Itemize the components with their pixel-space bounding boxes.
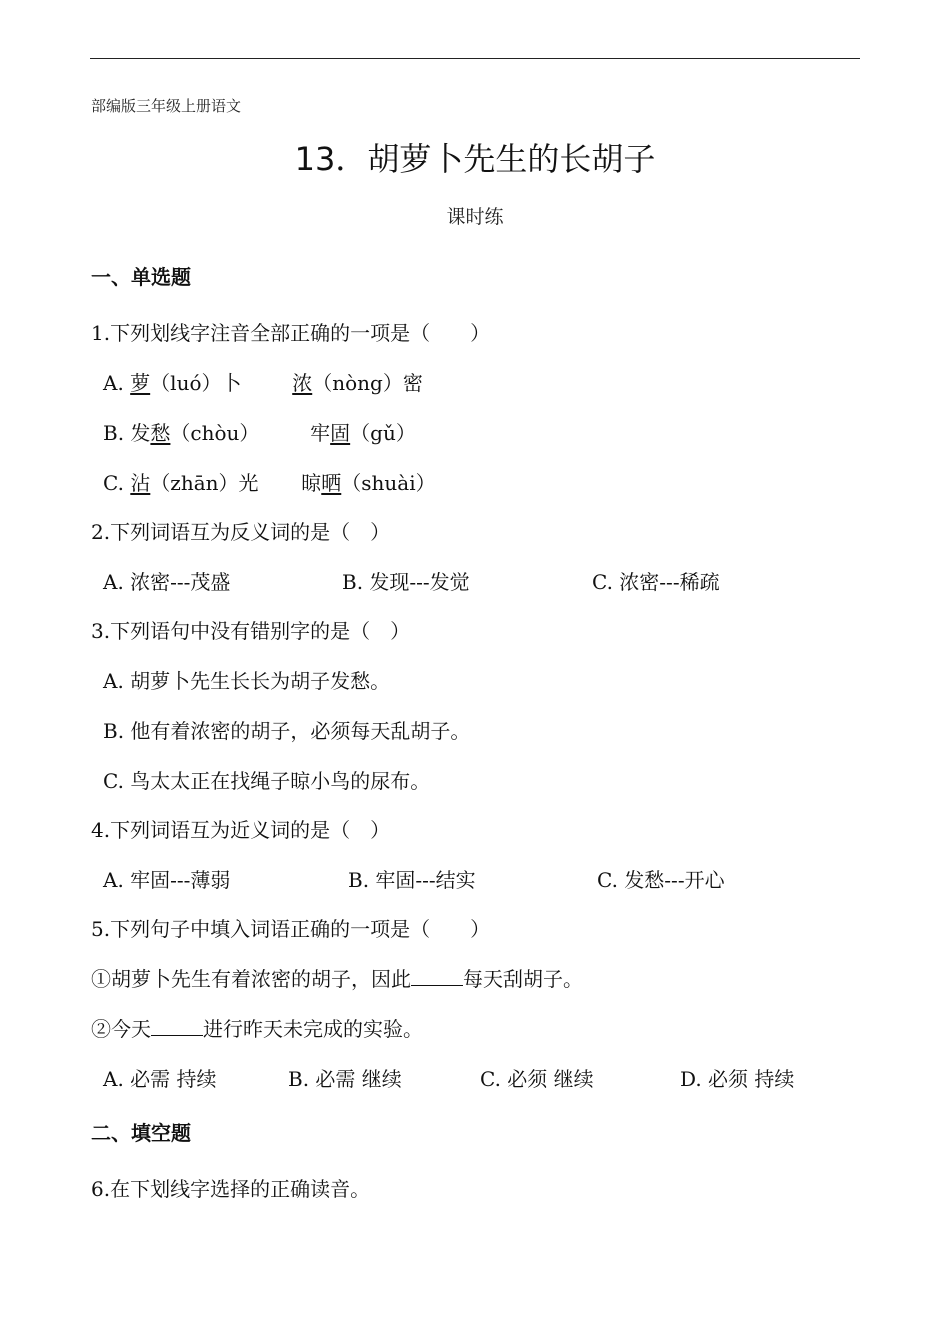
question-2-option-c: C. 浓密---稀疏	[592, 570, 720, 594]
question-2-option-a: A. 浓密---茂盛	[103, 570, 231, 594]
question-3-option-c: C. 鸟太太正在找绳子晾小鸟的尿布。	[103, 769, 431, 793]
question-5-option-d: D. 必须 持续	[680, 1067, 795, 1091]
question-3-option-a: A. 胡萝卜先生长长为胡子发愁。	[103, 669, 391, 693]
question-5-sentence-2	[91, 1016, 423, 1042]
question-2-stem: 2.下列词语互为反义词的是（ ）	[91, 520, 391, 544]
pinyin-text: （shuài）	[341, 471, 436, 495]
fill-blank	[411, 967, 463, 986]
option-label: B.	[103, 421, 125, 445]
sentence-text: 每天刮胡子。	[463, 967, 583, 991]
pinyin-text: （luó）卜	[150, 371, 242, 395]
underlined-char: 沾	[130, 471, 151, 495]
question-5-option-c: C. 必须 继续	[480, 1067, 594, 1091]
fill-blank	[151, 1017, 203, 1036]
question-5-option-b: B. 必需 继续	[288, 1067, 402, 1091]
page-title: 13．胡萝卜先生的长胡子	[294, 140, 656, 178]
underlined-char: 晒	[321, 471, 342, 495]
underlined-char: 固	[330, 421, 351, 445]
question-2-option-b: B. 发现---发觉	[342, 570, 470, 594]
plain-char: 晾	[301, 471, 322, 495]
pinyin-text: （zhān）光	[150, 471, 259, 495]
question-1-option-c	[103, 470, 436, 496]
sentence-text: ②今天	[91, 1017, 151, 1041]
question-4-stem: 4.下列词语互为近义词的是（ ）	[91, 818, 391, 842]
subject-label: 部编版三年级上册语文	[91, 97, 242, 115]
question-4-option-b: B. 牢固---结实	[348, 868, 476, 892]
question-5-stem: 5.下列句子中填入词语正确的一项是（ ）	[91, 917, 491, 941]
underlined-char: 萝	[130, 371, 151, 395]
underlined-char: 浓	[292, 371, 313, 395]
question-3-option-b: B. 他有着浓密的胡子，必须每天乱胡子。	[103, 719, 471, 743]
header-rule	[90, 58, 860, 59]
question-3-stem: 3.下列语句中没有错别字的是（ ）	[91, 619, 411, 643]
pinyin-text: （nòng）密	[312, 371, 423, 395]
pinyin-text: （gǔ）	[350, 421, 416, 445]
plain-char: 牢	[310, 421, 331, 445]
question-4-option-a: A. 牢固---薄弱	[103, 868, 231, 892]
section-heading-fill-blank: 二、填空题	[91, 1121, 191, 1145]
sentence-text: 进行昨天未完成的实验。	[203, 1017, 423, 1041]
section-heading-single-choice: 一、单选题	[91, 265, 191, 289]
plain-char: 发	[130, 421, 151, 445]
question-1-option-a	[103, 370, 423, 396]
page-subtitle: 课时练	[446, 206, 504, 228]
question-1-stem: 1.下列划线字注音全部正确的一项是（ ）	[91, 321, 491, 345]
question-5-sentence-1	[91, 966, 583, 992]
option-label: C.	[103, 471, 124, 495]
option-label: A.	[103, 371, 124, 395]
underlined-char: 愁	[150, 421, 171, 445]
question-1-option-b	[103, 420, 416, 446]
question-5-option-a: A. 必需 持续	[103, 1067, 217, 1091]
question-4-option-c: C. 发愁---开心	[597, 868, 725, 892]
question-6-stem: 6.在下划线字选择的正确读音。	[91, 1177, 371, 1201]
sentence-text: ①胡萝卜先生有着浓密的胡子，因此	[91, 967, 411, 991]
pinyin-text: （chòu）	[170, 421, 260, 445]
